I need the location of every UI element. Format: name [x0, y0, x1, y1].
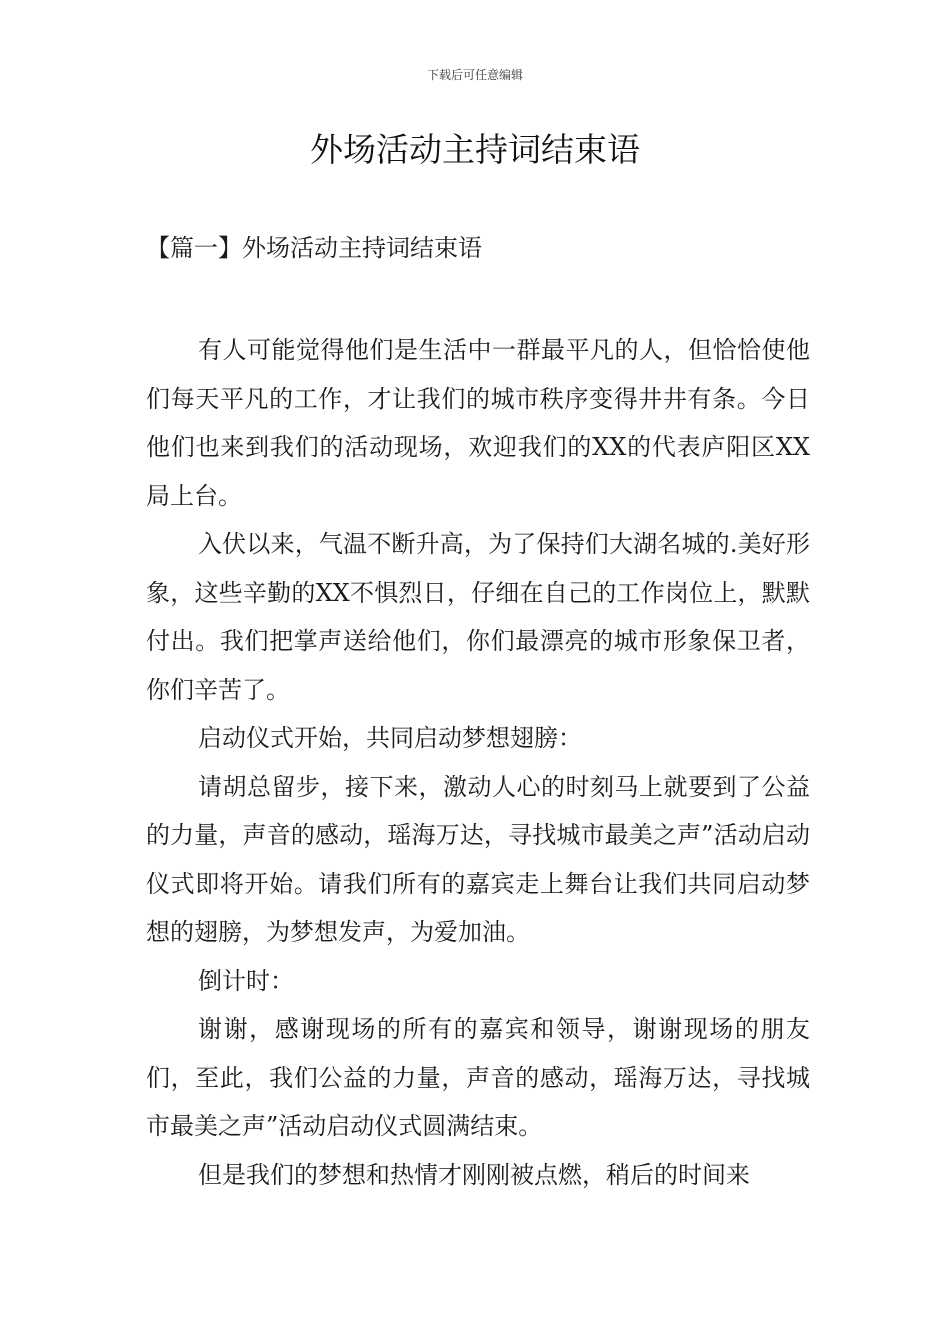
header-note: 下载后可任意编辑 [426, 68, 523, 82]
paragraph: 倒计时： [198, 966, 294, 995]
paragraph: 入伏以来，气温不断升高，为了保持们大湖名城的.美好形象，这些辛勤的XX不惧烈日，仔细在自己的工作岗位上，默默付出。我们把掌声送给他们，你们最漂亮的城市形象保卫者，你们辛苦了。 [146, 530, 810, 704]
document-body [146, 326, 810, 1199]
paragraph: 请胡总留步，接下来，激动人心的时刻马上就要到了公益的力量，声音的感动，瑶海万达，寻找城市最美之声”活动启动仪式即将开始。请我们所有的嘉宾走上舞台让我们共同启动梦想的翅膀，为梦想发声，为爱加油。 [146, 772, 810, 946]
section-heading: 【篇一】外场活动主持词结束语 [146, 234, 482, 262]
paragraph: 谢谢，感谢现场的所有的嘉宾和领导，谢谢现场的朋友们，至此，我们公益的力量，声音的感动，瑶海万达，寻找城市最美之声”活动启动仪式圆满结束。 [146, 1015, 810, 1140]
paragraph: 有人可能觉得他们是生活中一群最平凡的人，但恰恰使他们每天平凡的工作，才让我们的城市秩序变得井井有条。今日他们也来到我们的活动现场，欢迎我们的XX的代表庐阳区XX局上台。 [146, 336, 810, 510]
document-title: 外场活动主持词结束语 [310, 130, 640, 169]
paragraph: 启动仪式开始，共同启动梦想翅膀： [198, 724, 582, 752]
paragraph: 但是我们的梦想和热情才刚刚被点燃，稍后的时间来 [198, 1160, 750, 1189]
